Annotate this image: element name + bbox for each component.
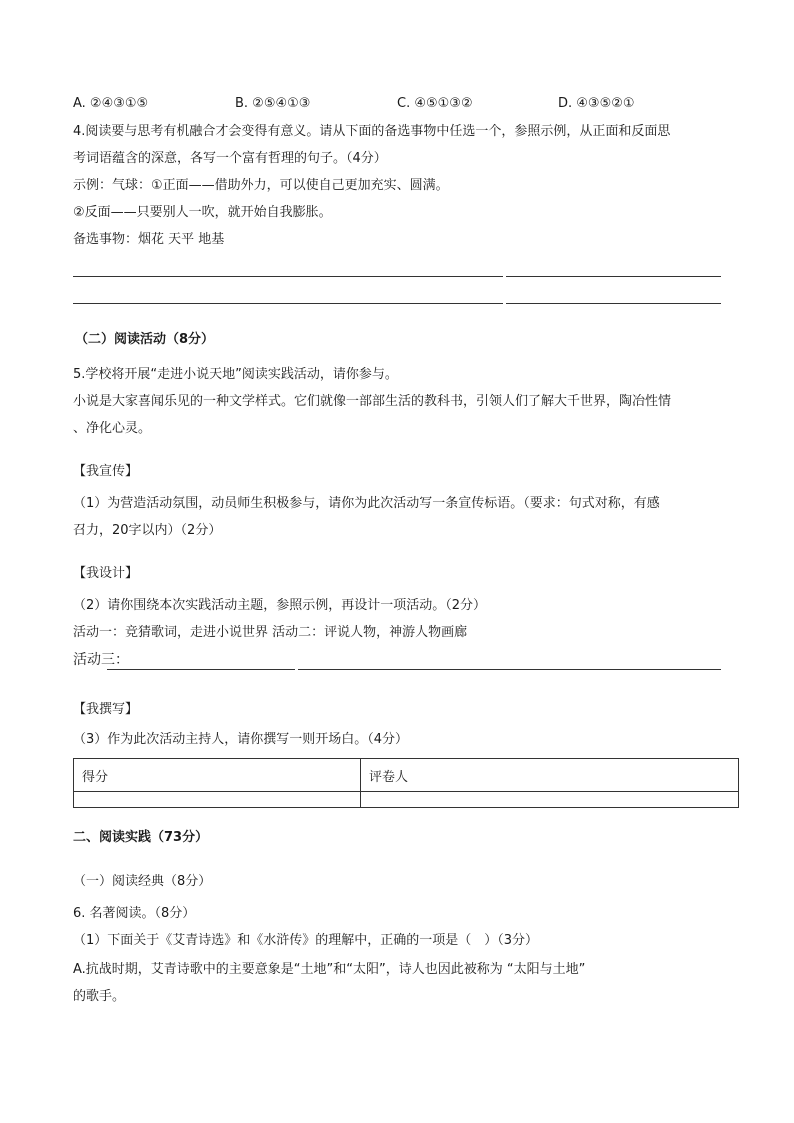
q4-choices: 备选事物：烟花 天平 地基	[73, 232, 225, 247]
section-heading-reading-activity: （二）阅读活动（8分）	[75, 332, 215, 347]
q5-1-line1: （1）为营造活动氛围，动员师生积极参与，请你为此次活动写一条宣传标语。（要求：句式对称，有感	[73, 496, 660, 511]
answer-line[interactable]	[506, 276, 721, 277]
part-heading-reading-practice: 二、阅读实践（73分）	[73, 830, 209, 845]
q5-paragraph-line1: 小说是大家喜闻乐见的一种文学样式。它们就像一部部生活的教科书，引领人们了解大千世界，陶冶性情	[73, 394, 672, 409]
subsection-heading-classics: （一）阅读经典（8分）	[73, 874, 212, 889]
q4-prompt-line2: 考词语蕴含的深意，各写一个富有哲理的句子。（4分）	[73, 151, 387, 166]
score-cell[interactable]	[74, 792, 361, 808]
q6-title: 6. 名著阅读。（8分）	[73, 906, 196, 921]
score-header: 得分	[74, 759, 361, 792]
answer-line[interactable]	[506, 303, 721, 304]
q4-example-positive: 示例：气球：①正面——借助外力，可以使自己更加充实、圆满。	[73, 178, 449, 193]
q5-2-activities: 活动一：竞猜歌词，走进小说世界 活动二：评说人物，神游人物画廊	[73, 625, 468, 640]
tag-design: 【我设计】	[73, 566, 139, 581]
score-table	[73, 758, 739, 808]
activity3-answer-line[interactable]	[107, 669, 295, 670]
activity3-answer-line[interactable]	[298, 669, 721, 670]
grader-cell[interactable]	[361, 792, 739, 808]
answer-line[interactable]	[73, 303, 503, 304]
activity3-label: 活动三：	[73, 652, 129, 668]
q5-2-prompt: （2）请你围绕本次实践活动主题，参照示例，再设计一项活动。（2分）	[73, 598, 487, 613]
q3-option-b: B. ②⑤④①③	[235, 96, 311, 111]
q5-paragraph-line2: 、净化心灵。	[73, 421, 152, 436]
q3-option-d: D. ④③⑤②①	[558, 96, 635, 111]
q6-1-prompt: （1）下面关于《艾青诗选》和《水浒传》的理解中，正确的一项是（ ）（3分）	[73, 933, 539, 948]
q5-intro: 5.学校将开展“走进小说天地”阅读实践活动，请你参与。	[73, 367, 398, 382]
q4-prompt-line1: 4.阅读要与思考有机融合才会变得有意义。请从下面的备选事物中任选一个，参照示例，从正面和反面思	[73, 124, 671, 139]
tag-write: 【我撰写】	[73, 702, 139, 717]
q5-3-prompt: （3）作为此次活动主持人，请你撰写一则开场白。（4分）	[73, 732, 409, 747]
answer-line[interactable]	[73, 276, 503, 277]
q3-option-a: A. ②④③①⑤	[73, 96, 149, 111]
q6-1-option-a-line2: 的歌手。	[73, 989, 126, 1004]
tag-promote: 【我宣传】	[73, 464, 139, 479]
q3-option-c: C. ④⑤①③②	[397, 96, 473, 111]
q5-1-line2: 召力，20字以内）（2分）	[73, 523, 222, 538]
q6-1-option-a-line1: A.抗战时期，艾青诗歌中的主要意象是“土地”和“太阳”，诗人也因此被称为 “太阳与土地”	[73, 962, 586, 977]
grader-header: 评卷人	[361, 759, 739, 792]
q4-example-negative: ②反面——只要别人一吹，就开始自我膨胀。	[73, 205, 332, 220]
